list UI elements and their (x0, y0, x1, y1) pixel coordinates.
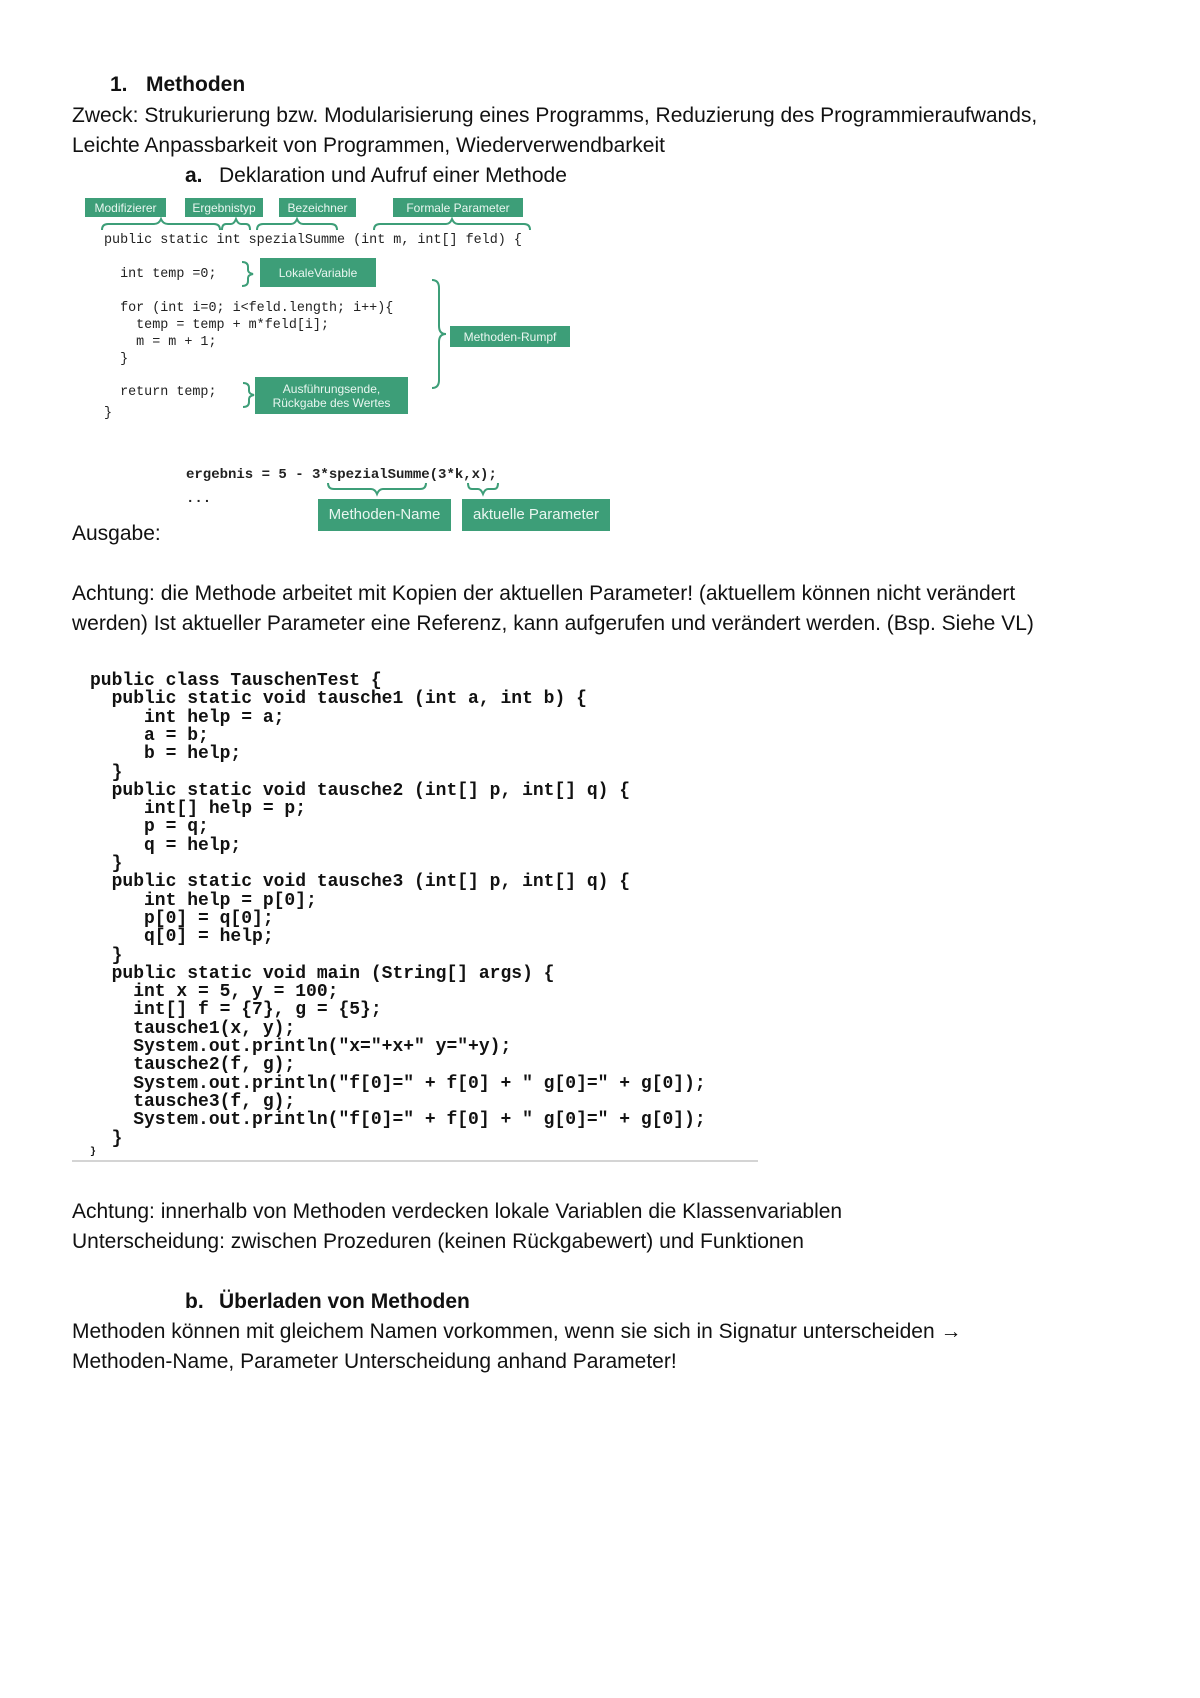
label-return-line-1: Ausführungsende, (282, 381, 381, 396)
label-modifier: Modifizierer (85, 198, 166, 217)
listing-line: b = help; (90, 744, 242, 765)
subheading-b-title: Überladen von Methoden (219, 1290, 470, 1313)
listing-line: int help = a; (90, 707, 285, 728)
label-actual-parameters: aktuelle Parameter (462, 499, 610, 531)
label-result-type: Ergebnistyp (185, 198, 263, 217)
note-copies-line-2: werden) Ist aktueller Parameter eine Referenz, kann aufgerufen und verändert werden. (Bsp. Siehe VL) (72, 612, 1034, 635)
heading-number: 1. (110, 73, 128, 96)
listing-line: System.out.println("f[0]=" + f[0] + " g[0]=" + g[0]); (90, 1110, 706, 1131)
brace-local-variable (242, 262, 253, 286)
listing-line: } (90, 1146, 97, 1158)
subheading-a-title: Deklaration und Aufruf einer Methode (219, 164, 567, 187)
listing-line: tausche2(f, g); (90, 1055, 296, 1076)
brace-modifier (102, 219, 220, 230)
code-line-close-method: } (104, 406, 113, 421)
listing-bottom-rule (72, 1160, 758, 1162)
code-line-close-for: } (104, 352, 129, 367)
listing-line: System.out.println("f[0]=" + f[0] + " g[0]=" + g[0]); (90, 1073, 706, 1094)
code-line-local-var: int temp =0; (104, 267, 217, 282)
label-method-body: Methoden-Rumpf (450, 326, 570, 347)
listing-line: a = b; (90, 725, 209, 746)
listing-line: public class TauschenTest { (90, 671, 382, 691)
listing-line: int help = p[0]; (90, 890, 317, 911)
listing-line: } (90, 762, 123, 783)
listing-line: int[] f = {7}, g = {5}; (90, 1000, 382, 1021)
label-return-line-2: Rückgabe des Wertes (272, 395, 391, 410)
listing-line: int x = 5, y = 100; (90, 982, 339, 1003)
method-declaration-figure (0, 0, 1200, 540)
brace-formal-parameters (374, 219, 530, 230)
brace-method-name (328, 483, 426, 494)
label-local-variable: LokaleVariable (260, 258, 376, 287)
code-line-signature: public static int spezialSumme (int m, int[] feld) { (104, 233, 522, 248)
label-method-name: Methoden-Name (318, 499, 451, 531)
call-ellipsis: ... (186, 491, 212, 507)
listing-line: p = q; (90, 817, 209, 838)
brace-identifier (257, 219, 337, 230)
overload-line-1: Methoden können mit gleichem Namen vorkommen, wenn sie sich in Signatur unterscheiden → (72, 1320, 962, 1343)
listing-line: q = help; (90, 835, 242, 856)
note-procedures-functions: Unterscheidung: zwischen Prozeduren (keinen Rückgabewert) und Funktionen (72, 1230, 804, 1253)
code-line-for: for (int i=0; i<feld.length; i++){ (104, 301, 394, 316)
listing-line: } (90, 854, 123, 874)
listing-line: public static void tausche2 (int[] p, int[] q) { (90, 780, 631, 801)
listing-line: q[0] = help; (90, 927, 274, 948)
overload-line-2: Methoden-Name, Parameter Unterscheidung anhand Parameter! (72, 1350, 677, 1373)
listing-line: tausche1(x, y); (90, 1018, 296, 1039)
label-identifier: Bezeichner (279, 198, 356, 217)
listing-line: public static void main (String[] args) { (90, 963, 555, 984)
listing-line: System.out.println("x="+x+" y="+y); (90, 1037, 512, 1057)
listing-line: } (90, 1128, 123, 1149)
listing-line: } (90, 945, 123, 966)
heading-title: Methoden (146, 73, 246, 96)
brace-result-type (222, 219, 250, 230)
note-copies-line-1: Achtung: die Methode arbeitet mit Kopien der aktuellen Parameter! (aktuellem können nicht verändert (72, 582, 1016, 605)
listing-line: int[] help = p; (90, 799, 307, 820)
code-line-m: m = m + 1; (104, 335, 217, 350)
intro-line-1: Zweck: Strukurierung bzw. Modularisierung eines Programms, Reduzierung des Programmieraufwands, (72, 104, 1038, 127)
label-return (255, 377, 408, 414)
code-listing-figure (72, 670, 758, 1168)
code-line-temp: temp = temp + m*feld[i]; (104, 318, 329, 333)
subheading-b-letter: b. (185, 1290, 204, 1313)
subheading-a-letter: a. (185, 164, 203, 187)
intro-line-2: Leichte Anpassbarkeit von Programmen, Wiederverwendbarkeit (72, 134, 665, 157)
code-line-return: return temp; (104, 385, 217, 400)
listing-line: public static void tausche1 (int a, int b) { (90, 689, 587, 710)
label-formal-parameters: Formale Parameter (393, 198, 523, 217)
brace-actual-parameters (468, 483, 498, 494)
call-line: ergebnis = 5 - 3*spezialSumme(3*k,x); (186, 467, 497, 483)
note-local-variables: Achtung: innerhalb von Methoden verdecken lokale Variablen die Klassenvariablen (72, 1200, 843, 1223)
output-label: Ausgabe: (72, 522, 161, 545)
listing-line: p[0] = q[0]; (90, 908, 274, 929)
listing-line: tausche3(f, g); (90, 1091, 296, 1112)
brace-method-body (432, 280, 446, 388)
brace-return (243, 383, 254, 407)
listing-line: public static void tausche3 (int[] p, int[] q) { (90, 872, 631, 893)
